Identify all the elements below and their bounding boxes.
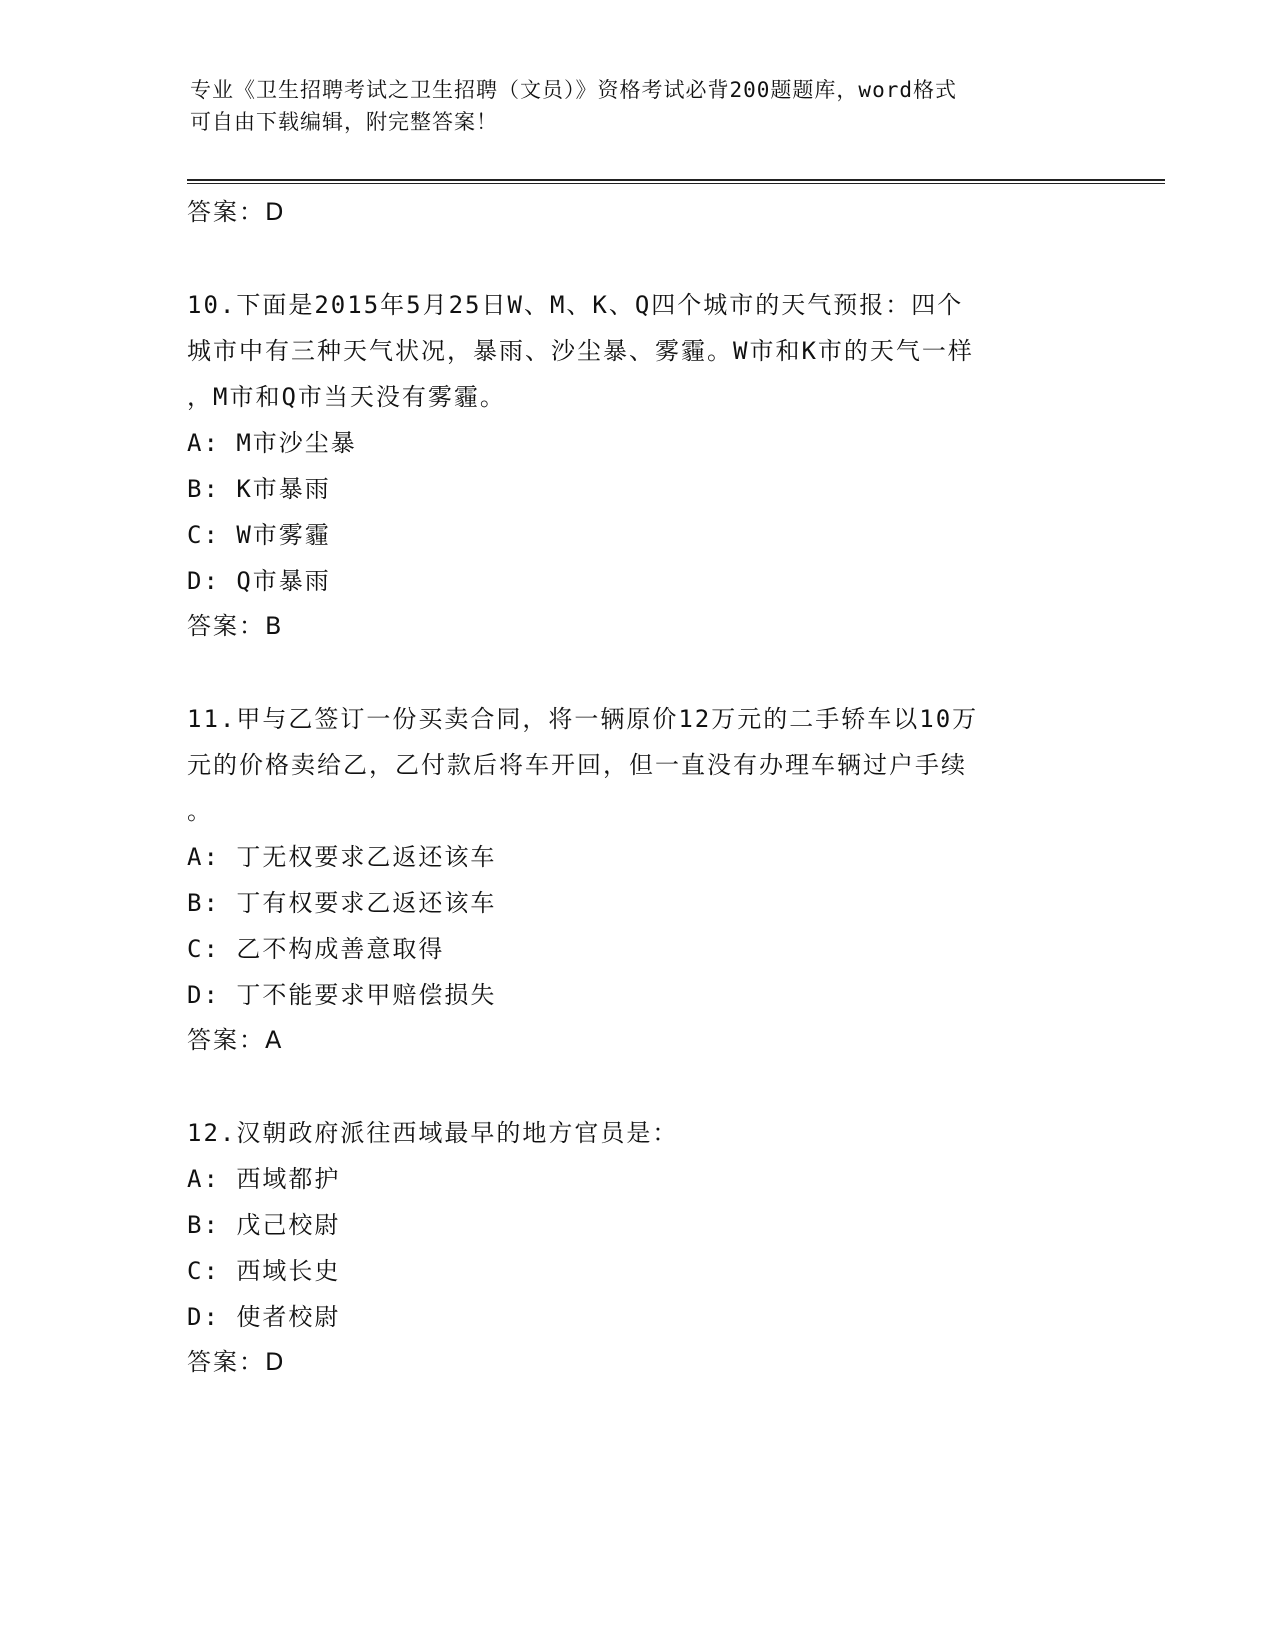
option-b: B: K市暴雨 [187, 475, 331, 503]
previous-answer: 答案：D [187, 198, 286, 226]
question-stem [187, 696, 1087, 834]
option-a: A: 西域都护 [187, 1165, 341, 1193]
question-stem [187, 1110, 1087, 1156]
option-d: D: 使者校尉 [187, 1303, 341, 1331]
question-11 [187, 696, 1087, 1062]
question-stem-line: 城市中有三种天气状况，暴雨、沙尘暴、雾霾。W市和K市的天气一样 [187, 337, 974, 365]
question-stem-line: 元的价格卖给乙，乙付款后将车开回，但一直没有办理车辆过户手续 [187, 751, 967, 779]
header-title-line-1: 专业《卫生招聘考试之卫生招聘（文员）》资格考试必背200题题库，word格式 [190, 78, 957, 102]
option-c: C: 乙不构成善意取得 [187, 935, 445, 963]
header-divider [187, 179, 1165, 184]
question-stem-line: 11.甲与乙签订一份买卖合同，将一辆原价12万元的二手轿车以10万 [187, 705, 979, 733]
answer: 答案：D [187, 1348, 286, 1376]
option-b: B: 戊己校尉 [187, 1211, 341, 1239]
spacer [187, 234, 1087, 282]
answer: 答案：B [187, 612, 284, 640]
option-d: D: 丁不能要求甲赔偿损失 [187, 981, 497, 1009]
question-stem-line: ，M市和Q市当天没有雾霾。 [187, 383, 506, 411]
spacer [187, 1062, 1087, 1110]
option-c: C: W市雾霾 [187, 521, 331, 549]
question-stem-line: 10.下面是2015年5月25日W、M、K、Q四个城市的天气预报：四个 [187, 291, 964, 319]
question-stem [187, 282, 1087, 420]
option-a: A: 丁无权要求乙返还该车 [187, 843, 497, 871]
question-stem-line: 12.汉朝政府派往西域最早的地方官员是： [187, 1119, 679, 1147]
answer: 答案：A [187, 1026, 284, 1054]
option-c: C: 西域长史 [187, 1257, 341, 1285]
page-header [190, 74, 1090, 138]
question-10 [187, 282, 1087, 648]
option-a: A: M市沙尘暴 [187, 429, 357, 457]
question-12 [187, 1110, 1087, 1384]
spacer [187, 648, 1087, 696]
question-stem-line: 。 [187, 797, 213, 825]
header-title-line-2: 可自由下载编辑，附完整答案！ [190, 110, 498, 134]
option-d: D: Q市暴雨 [187, 567, 331, 595]
option-b: B: 丁有权要求乙返还该车 [187, 889, 497, 917]
question-list [187, 190, 1087, 1384]
